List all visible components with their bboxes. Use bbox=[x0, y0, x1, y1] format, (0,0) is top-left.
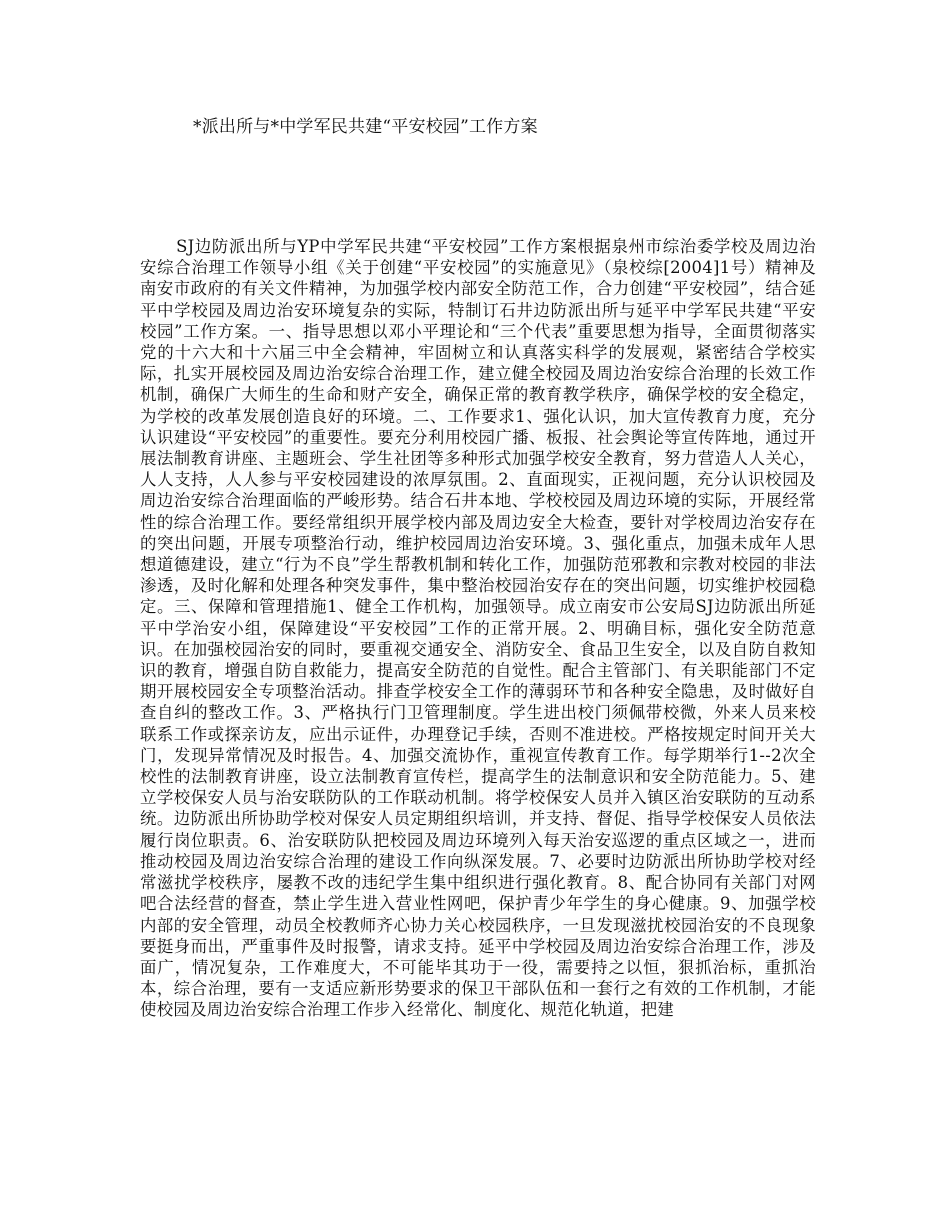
document-title: *派出所与*中学军民共建“平安校园”工作方案 bbox=[193, 117, 538, 137]
document-body-paragraph: SJ边防派出所与YP中学军民共建“平安校园”工作方案根据泉州市综治委学校及周边治安综合治理工作领导小组《关于创建“平安校园”的实施意见》（泉校综[2004]1号）精神及南安市政府的有关文件精神，为加强学校内部安全防范工作，合力创建“平安校园”，结合延平中学校园及周边治安环境复杂的实际，特制订石井边防派出所与延平中学军民共建“平安校园”工作方案。一、指导思想以邓小平理论和“三个代表”重要思想为指导，全面贯彻落实党的十六大和十六届三中全会精神，牢固树立和认真落实科学的发展观，紧密结合学校实际，扎实开展校园及周边治安综合治理工作，建立健全校园及周边治安综合治理的长效工作机制，确保广大师生的生命和财产安全，确保正常的教育教学秩序，确保学校的安全稳定，为学校的改革发展创造良好的环境。二、工作要求1、强化认识，加大宣传教育力度，充分认识建设“平安校园”的重要性。要充分利用校园广播、板报、社会舆论等宣传阵地，通过开展法制教育讲座、主题班会、学生社团等多种形式加强学校安全教育，努力营造人人关心，人人支持，人人参与平安校园建设的浓厚氛围。2、直面现实，正视问题，充分认识校园及周边治安综合治理面临的严峻形势。结合石井本地、学校校园及周边环境的实际，开展经常性的综合治理工作。要经常组织开展学校内部及周边安全大检查，要针对学校周边治安存在的突出问题，开展专项整治行动，维护校园周边治安环境。3、强化重点，加强未成年人思想道德建设，建立“行为不良”学生帮教机制和转化工作，加强防范邪教和宗教对校园的非法渗透，及时化解和处理各种突发事件，集中整治校园治安存在的突出问题，切实维护校园稳定。三、保障和管理措施1、健全工作机构，加强领导。成立南安市公安局SJ边防派出所延平中学治安小组，保障建设“平安校园”工作的正常开展。2、明确目标，强化安全防范意识。在加强校园治安的同时，要重视交通安全、消防安全、食品卫生安全，以及自防自救知识的教育，增强自防自救能力，提高安全防范的自觉性。配合主管部门、有关职能部门不定期开展校园安全专项整治活动。排查学校安全工作的薄弱环节和各种安全隐患，及时做好自查自纠的整改工作。3、严格执行门卫管理制度。学生进出校门须佩带校微，外来人员来校联系工作或探亲访友，应出示证件，办理登记手续，否则不准进校。严格按规定时间开关大门，发现异常情况及时报告。4、加强交流协作，重视宣传教育工作。每学期举行1--2次全校性的法制教育讲座，设立法制教育宣传栏，提高学生的法制意识和安全防范能力。5、建立学校保安人员与治安联防队的工作联动机制。将学校保安人员并入镇区治安联防的互动系统。边防派出所协助学校对保安人员定期组织培训，并支持、督促、指导学校保安人员依法履行岗位职责。6、治安联防队把校园及周边环境列入每天治安巡逻的重点区域之一，进而推动校园及周边治安综合治理的建设工作向纵深发展。7、必要时边防派出所协助学校对经常滋扰学校秩序，屡教不改的违纪学生集中组织进行强化教育。8、配合协同有关部门对网吧合法经营的督查，禁止学生进入营业性网吧，保护青少年学生的身心健康。9、加强学校内部的安全管理，动员全校教师齐心协力关心校园秩序，一旦发现滋扰校园治安的不良现象要挺身而出，严重事件及时报警，请求支持。延平中学校园及周边治安综合治理工作，涉及面广，情况复杂，工作难度大，不可能毕其功于一役，需要持之以恒，狠抓治标，重抓治本，综合治理，要有一支适应新形势要求的保卫干部队伍和一套行之有效的工作机制，才能使校园及周边治安综合治理工作步入经常化、制度化、规范化轨道，把建 bbox=[140, 237, 816, 1020]
